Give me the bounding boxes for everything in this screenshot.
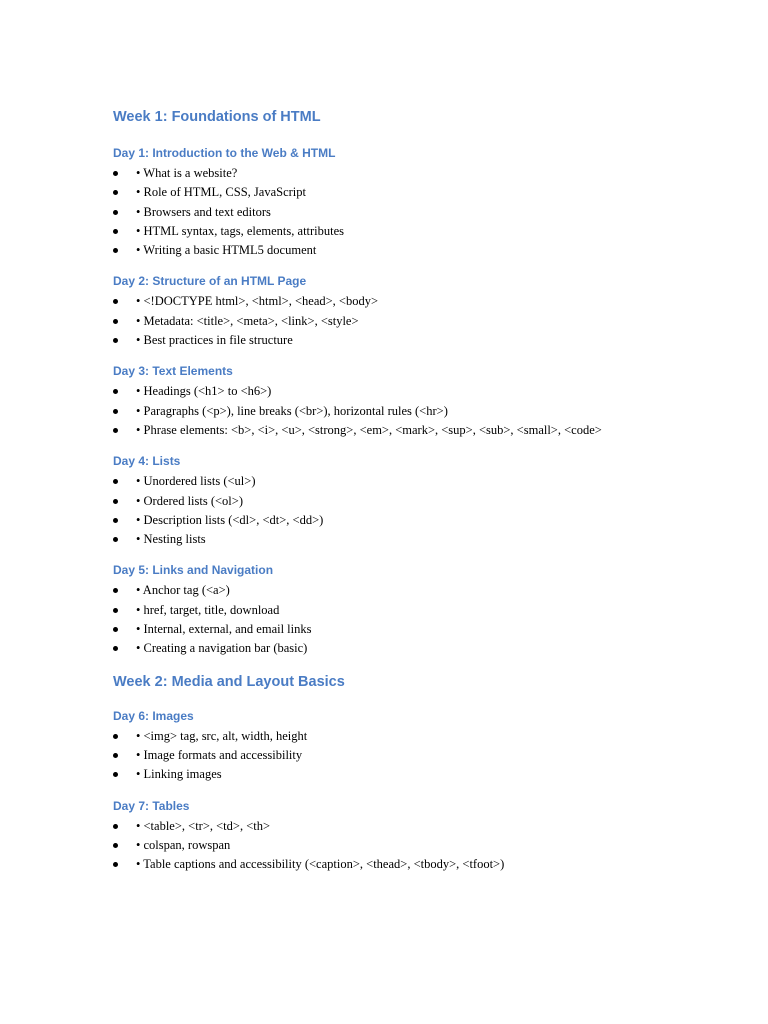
bullet-icon xyxy=(113,537,118,542)
bullet-icon xyxy=(113,608,118,613)
list-item: • Description lists (<dl>, <dt>, <dd>) xyxy=(113,511,653,530)
list-item: • <img> tag, src, alt, width, height xyxy=(113,727,653,746)
bullet-icon xyxy=(113,319,118,324)
day-2-list xyxy=(113,292,653,350)
list-item: • Browsers and text editors xyxy=(113,203,653,222)
list-item: • Writing a basic HTML5 document xyxy=(113,241,653,260)
day-4-heading: Day 4: Lists xyxy=(113,454,181,469)
list-item: • Phrase elements: <b>, <i>, <u>, <strong>, <em>, <mark>, <sup>, <sub>, <small>, <code> xyxy=(113,421,653,440)
list-item: • Creating a navigation bar (basic) xyxy=(113,639,653,658)
bullet-icon xyxy=(113,171,118,176)
list-item: • Unordered lists (<ul>) xyxy=(113,472,653,491)
bullet-icon xyxy=(113,409,118,414)
bullet-icon xyxy=(113,588,118,593)
list-item: • Ordered lists (<ol>) xyxy=(113,492,653,511)
list-item: • Linking images xyxy=(113,765,653,784)
day-6-list xyxy=(113,727,653,785)
bullet-icon xyxy=(113,734,118,739)
day-2-heading: Day 2: Structure of an HTML Page xyxy=(113,274,307,289)
document-content xyxy=(113,107,653,887)
list-item: • Metadata: <title>, <meta>, <link>, <style> xyxy=(113,312,653,331)
day-5-section xyxy=(113,562,653,658)
bullet-icon xyxy=(113,338,118,343)
day-4-list xyxy=(113,472,653,549)
day-3-heading: Day 3: Text Elements xyxy=(113,364,233,379)
list-item: • What is a website? xyxy=(113,164,653,183)
day-7-list xyxy=(113,817,653,875)
bullet-icon xyxy=(113,862,118,867)
list-item: • Internal, external, and email links xyxy=(113,620,653,639)
bullet-icon xyxy=(113,499,118,504)
bullet-icon xyxy=(113,190,118,195)
list-item: • HTML syntax, tags, elements, attributes xyxy=(113,222,653,241)
list-item: • Best practices in file structure xyxy=(113,331,653,350)
bullet-icon xyxy=(113,518,118,523)
list-item: • Role of HTML, CSS, JavaScript xyxy=(113,183,653,202)
list-item: • Nesting lists xyxy=(113,530,653,549)
bullet-icon xyxy=(113,843,118,848)
day-1-section xyxy=(113,145,653,260)
day-5-list xyxy=(113,581,653,658)
list-item: • <!DOCTYPE html>, <html>, <head>, <body> xyxy=(113,292,653,311)
bullet-icon xyxy=(113,229,118,234)
list-item: • Image formats and accessibility xyxy=(113,746,653,765)
week-1-heading: Week 1: Foundations of HTML xyxy=(113,109,321,125)
list-item: • Paragraphs (<p>), line breaks (<br>), horizontal rules (<hr>) xyxy=(113,402,653,421)
day-5-heading: Day 5: Links and Navigation xyxy=(113,563,274,578)
day-6-heading: Day 6: Images xyxy=(113,708,194,723)
bullet-icon xyxy=(113,824,118,829)
bullet-icon xyxy=(113,428,118,433)
day-1-heading: Day 1: Introduction to the Web & HTML xyxy=(113,146,336,160)
list-item: • href, target, title, download xyxy=(113,601,653,620)
bullet-icon xyxy=(113,389,118,394)
list-item: • <table>, <tr>, <td>, <th> xyxy=(113,817,653,836)
day-7-heading: Day 7: Tables xyxy=(113,798,190,813)
day-3-section xyxy=(113,363,653,440)
bullet-icon xyxy=(113,248,118,253)
bullet-icon xyxy=(113,646,118,651)
day-6-section xyxy=(113,708,653,785)
bullet-icon xyxy=(113,627,118,632)
day-4-section xyxy=(113,453,653,549)
day-7-section xyxy=(113,798,653,875)
list-item: • colspan, rowspan xyxy=(113,836,653,855)
bullet-icon xyxy=(113,299,118,304)
list-item: • Table captions and accessibility (<caption>, <thead>, <tbody>, <tfoot>) xyxy=(113,855,653,874)
day-2-section xyxy=(113,273,653,350)
bullet-icon xyxy=(113,772,118,777)
bullet-icon xyxy=(113,479,118,484)
day-1-list xyxy=(113,164,653,260)
bullet-icon xyxy=(113,753,118,758)
list-item: • Anchor tag (<a>) xyxy=(113,581,653,600)
list-item: • Headings (<h1> to <h6>) xyxy=(113,382,653,401)
bullet-icon xyxy=(113,210,118,215)
day-3-list xyxy=(113,382,653,440)
week-2-heading: Week 2: Media and Layout Basics xyxy=(113,673,345,690)
